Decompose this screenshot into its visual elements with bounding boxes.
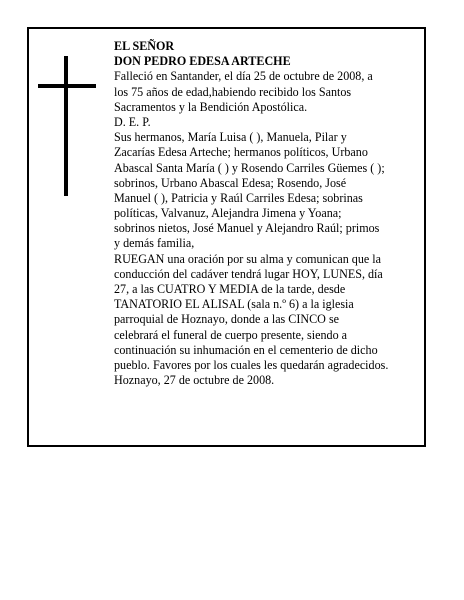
body-line: Manuel ( ), Patricia y Raúl Carriles Edesa; sobrinas	[114, 190, 363, 205]
body-line: TANATORIO EL ALISAL (sala n.º 6) a la iglesia	[114, 297, 354, 312]
body-line: RUEGAN una oración por su alma y comunican que la	[114, 251, 381, 266]
body-line: pueblo. Favores por los cuales les quedarán agradecidos.	[114, 357, 389, 372]
body-line: Falleció en Santander, el día 25 de octubre de 2008, a	[114, 69, 373, 84]
cross-horizontal-bar	[38, 84, 96, 88]
obituary-text	[114, 39, 424, 388]
body-line: sobrinos, Urbano Abascal Edesa; Rosendo, José	[114, 175, 347, 190]
body-line: Sus hermanos, María Luisa ( ), Manuela, Pilar y	[114, 130, 347, 145]
heading-line-name: DON PEDRO EDESA ARTECHE	[114, 54, 291, 69]
heading-line-title: EL SEÑOR	[114, 39, 175, 53]
body-line: conducción del cadáver tendrá lugar HOY, LUNES, día	[114, 266, 383, 281]
body-line: D. E. P.	[114, 114, 151, 129]
body-line: Hoznayo, 27 de octubre de 2008.	[114, 373, 275, 388]
body-line: parroquial de Hoznayo, donde a las CINCO se	[114, 312, 340, 327]
body-line: sobrinos nietos, José Manuel y Alejandro Raúl; primos	[114, 221, 380, 236]
body-line: 27, a las CUATRO Y MEDIA de la tarde, desde	[114, 282, 346, 296]
cross-vertical-bar	[64, 56, 68, 196]
body-line: celebrará el funeral de cuerpo presente, siendo a	[114, 327, 348, 342]
body-line: Sacramentos y la Bendición Apostólica.	[114, 99, 308, 114]
body-line: continuación su inhumación en el cementerio de dicho	[114, 342, 378, 357]
body-line: y demás familia,	[114, 236, 195, 251]
body-line: los 75 años de edad,habiendo recibido los Santos	[114, 84, 352, 99]
body-line: Zacarías Edesa Arteche; hermanos políticos, Urbano	[114, 145, 368, 160]
body-line: Abascal Santa María ( ) y Rosendo Carriles Güemes ( );	[114, 160, 385, 175]
body-line: políticas, Valvanuz, Alejandra Jimena y Yoana;	[114, 206, 342, 221]
